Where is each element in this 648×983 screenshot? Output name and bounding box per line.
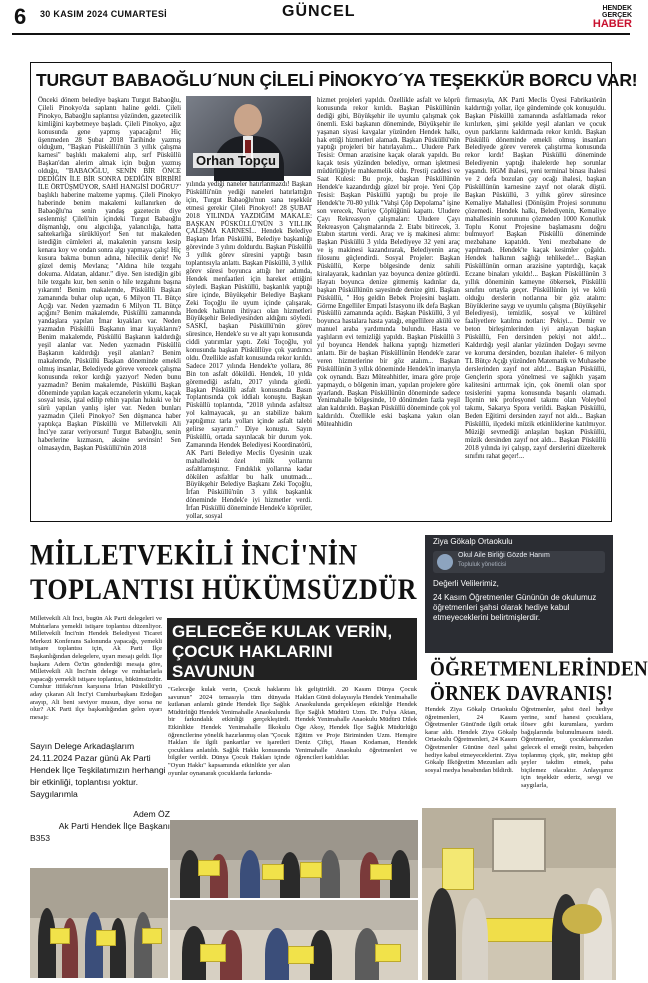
article1-headline: TURGUT BABAOĞLU´NUN ÇİLELİ PİNOKYO´YA TEŞEKKÜR BORCU VAR!: [36, 70, 638, 90]
article1-column-4: firmasıyla, AK Parti Meclis Üyesi Fabrikatörün kaldırttığı yollar, ilçe gündeminde çok konuşuldu. Başkan Püsküllü zamanında asfaltlamada rekor kırılırken, şimi şekilde yeşil alanları ve çocuk oyun parklarını kaldırmada rekor kırıldı. Başkan Püsküllü döneminde emekli olmuş insanları Belediyede görev vererek çalıştırma konusunda rekor kırdı! Başkan Püsküllü döneminde Belediyenin yaptığı ihalelerde hep sorunlar yaşandı. HGM ihalesi, yeni terminal binası ihalesi ve 2 defa bozulan çay ocağı ihalesi, başkan Püsküllünün karnesine zayıf not olarak düştü. Başkan Püsküllü, 3 yıllık görev süresince Kemaliye Mahallesi (Dönüşüm Projesi sorununu çözemedi. Hendek halkı, Belediyenin, Kemaliye mahallesinin sorununu çözmeden 1000 Konutluk Toplu Konut Projesine başlamasını doğru bulmuyor! Başkan Püsküllü döneminde mezbahane kapatıldı. Yeni mezbahane de yapılmadı. Hendek'te kaçak kesimler çoğaldı. Hendek halkının sağlığı tehlikede!... Başkan Püsküllünün orman arazisine yaptırdığı, kaçak Eczane binaları yıkıldı!... Başkan Püsküllünün 3 yıllık döneminin kameyne öbkersek, Püsküllü sınıfını ortayla geçer. Püsküllünün iyi ve kötü olduğu derslerin notlarına bir göz atalım: Büyüklerine saygı ve uyumlu çalışma (Büyükşehir Belediyesi), temizlik, sosyal ve kültürel faaliyetlere katılma notları: Pekiyi... Demir ve beton birleşimlerinden iyi anlayan başkan Püsküllü, Fen dersinden pekiyi not aldı!... Kaldırdığı yeşil alanlar yüzünden Doğayı sevme ve koruma dersinden, bozulan ihaleler- 6 milyon TL Bütçe Açığı yüzünden Matematik ve Muhasebe derslerinden zayıf not aldı!... Başkan Püsküllü, Gençlerin spora yönelmesi ve sağlıklı yaşam kalitesini arttırmak için, çok önemli olan spor tesislerini yapma konusunda başarılı olamadı. İlçenin tek profesyonel takımı olan Voleybol takımı, Sakarya Spora verildi. Başkan Püsküllü, Beden Eğitimi dersinden zayıf not aldı... Başkan Püsküllü, ilçedeki müzik etkinliklerine katılmıyor. Müziği sevmediği anlaşılan başkan Püsküllü, müzik dersinden zayıf not aldı... Başkan Püsküllü 2018 yılında iyi çalışıp, zayıf derslerini düzelterek sınıfını rahat geçer!...: [465, 97, 606, 460]
message-signature: [30, 808, 170, 844]
header-rule: [12, 33, 630, 35]
signature-name: Adem ÖZ: [133, 809, 170, 819]
section-title: GÜNCEL: [282, 3, 356, 20]
message-note: Sayın Delege Arkadaşlarım 24.11.2024 Pazar günü Ak Parti Hendek İlçe Teşkilatımızın herhangi bir etkinliği, toplantısı yoktur. Saygılarımla: [30, 741, 166, 799]
article3-column-2: lık geliştirildi. 20 Kasım Dünya Çocuk Hakları Günü dolayısıyla Hendek Yenimahalle Anaokulunda gerçekleşen etkinliğe Hendek İlçe Sağlık Müdürü Uzm. Dr. Fulya Aktan, Hendek Yenimahalle Anaokulu Müdürü Dilek Öge Akoy, Hendek İlçe Sağlık Müdürlüğü Eğitim ve Proje Biriminden Uzm. Hemşire Deniz Çiftçi, Hasan Kodaman, Hendek Yenimahalle Anaokulu öğretmenleri ve öğrencileri katıldılar.: [295, 686, 417, 762]
post-sender-name: Okul Aile Birliği Gözde Hanım: [458, 552, 550, 559]
signature-title: Ak Parti Hendek İlçe Başkanı: [58, 821, 170, 831]
post-message: 24 Kasım Öğretmenler Gününün de okulumuz öğretmenleri şahsi olarak hediye kabul etmeyeceklerini belirtmişlerdir.: [433, 593, 597, 622]
post-group-title: Ziya Gökalp Ortaokulu: [433, 537, 513, 546]
article2-headline: [30, 538, 417, 607]
article4-column-2: Öğretmenler, şahsi özel hediye yerine, sınıf hanesi çocuklara, ilösev gibi kurumlara, yardım bağışlarında bulunulmasını istedi. Öğretmenler, çocuklarımızdan gelecek el emeği resim, bahçeden toplanmış çiçek, şiir, mektup gibi şeyler takdim etmek, paha biçilemez olacaktır. Anlayışınız için teşekkür ederiz, sevgi ve saygılarla,: [521, 706, 613, 789]
logo-line1: HENDEK GERÇEK: [602, 5, 632, 19]
post-sender-card: [433, 551, 605, 573]
article1-column-2: yılında yediği naneler hatırlanmazdı! Başkan Püsküllü'nün yediği naneleri hatırlattığın için, Turgut Babaoğlu'nun sana teşekkür etmesi gerekir Çileli Pinokyo!! 28 ŞUBAT 2018 YILINDA YAZDIĞIM MAKALE: BAŞKAN PÜSKÜLLÜ'NÜN 3 YILLIK ÇALIŞMA KARNESİ... Hendek Belediye Başkanı İrfan Püsküllü, Belediye başkanlığı görevinde 3 yılını doldurdu. Başkan Püsküllü 3 yıllık görev süresini yaptığı basın toplantısıyla anlattı. Başkan Püsküllü, 3 yıllık görev süresi boyunca attığı her adımda, Hendek menfaatleri için hareket ettiğini söyledi. Başkan Püsküllü, başkanlık yaptığı süre içinde, Büyükşehir Belediye Başkanı Zeki Toçoğlu ile uyum içinde çalışarak, Hendek halkının ihtiyacı olan hizmetleri Büyükşehir Belediyesinden aldığını söyledi. SASKİ, başkan Püsküllü'nün görev süresince, Hendek'e su ve alt yapı konusunda ciddi yatırımlar yaptı. Zeki Toçoğlu, yol konusunda başkan Püsküllüye çok yardımcı oldu. Özellikle asfalt konusunda rekor kırıldı. Sadece 2017 yılında Hendek'te yollara, 86 Bin ton asfalt döküldü. Hendek, 10 yılda göremediği asfaltı, 2017 yılında gördü. Başkan Püsküllü asfalt konusunda Basın Toplantısında çok iddialı konuştu. Başkan Püsküllü toplantıda, "2018 yılında asfaltsız yol kalmayacak, şu an stabilize bakım yaptığımız tarla yolları içinde asfalt talebi gelirse sayarım." Diye konuştu. Sayın Püsküllü, ortada sayınlacak bir durum yok. Zamanında Hendek Belediyesi Koordinatörü, AK Parti Belediye Meclis Üyesinin uzak mahalledeki özel mülk yollarını asfaltlamıştınız. Fındıklık yollarına kadar dökülen asfaltlar bu halk unutmadı... Büyükşehir Belediye Başkanı Zeki Toçoğlu, İrfan Püsküllü'nün 3 yıllık başkanlık döneminde Hendek'e iyi hizmetler verdi. İrfan Püsküllü döneminde Hendek'e köprüler, yollar, sosyal: [186, 181, 312, 521]
article4-column-1: Hendek Ziya Gökalp Ortaokulu öğretmenleri, 24 Kasım Öğretmenler Günü'nde ilgili ortak karar aldı. Hendek Ziya Gökalp Ortaokulu Öğretmenleri, 24 Kasım Öğretmenler Gününe özel şahsi hediye kabul etmeyeceklerini. Ziya Gökalp İlköğretim Mezunları adlı sosyal medya hesabından bildirdi.: [425, 706, 517, 774]
event-photo-left: [30, 868, 168, 978]
article2-body: Milletvekili Ali İnci, bugün Ak Parti delegeleri ve Muhtarlara yemekli istişare toplantısı düzenliyor. Milletvekili İnci'nin Hendek Belediyesi Ticaret Merkezi Konferans Salonunda yapacağı, yemekli istişare toplantısı için, Ak Parti İlçe Başkanlığından delegelere, uyarı mesajı geldi. İlçe başkanı Adem Öz'ün gönderdiği mesaja göre, Milletvekili Ali İnci'nin delege ve muhtarlarla yapacağı yemekli istişare toplantısı, hükümsüzdür. Cumhur ittifakı'nın karşısına İrfan Püsküllü'yü aday çıkaran Ali İnci'yi Cumhurbaşkanı Erdoğan arayıp, Ali beni seviyor musun, diye sorsa ne olur? AK Parti ilçe başkanlığından gelen uyarı mesajı:: [30, 615, 162, 721]
event-photo-top: [170, 820, 418, 898]
logo-line2: HABER: [592, 18, 632, 30]
classroom-photo: [422, 808, 616, 980]
article3-headline: GELECEĞE KULAK VERİN, ÇOCUK HAKLARINI SAVUNUN: [172, 622, 393, 681]
avatar: [437, 554, 453, 570]
article3-column-1: "Geleceğe kulak verin, Çocuk haklarını savunun" 2024 temasıyla tüm dünyada kutlanan anlamlı günde Hendek İlçe Sağlık Müdürlüğü Hendek Yenimahalle Anaokulunda bir farkındalık etkinliği gerçekleştirdi. Etkinlikte Hendek Yenimahalle İlkokulu öğrencilerine yönelik hazırlanmış olan "Çocuk Hakları ile ilgili pankartlar ve işaretleri çocuklara anlatıldı. Sağlık Hakkı konusunda bilgiler verildi. Dünya Çocuk Hakları içinde "Oyun Hakkı" kapsamında etkinlikte yer alan oyunlar oynanarak çocuklarda farkında-: [168, 686, 290, 777]
event-photo-bottom: [170, 900, 418, 980]
signature-code: B353: [30, 833, 51, 843]
article4-headline: ÖĞRETMENLERİNDEN ÖRNEK DAVRANIŞ!: [430, 658, 648, 706]
post-greeting: Değerli Velilerimiz,: [433, 579, 499, 588]
post-sender-role: Topluluk yöneticisi: [458, 562, 507, 568]
article1-column-1: Önceki dönem belediye başkanı Turgut Babaoğlu, Çileli Pinokyo'da saplantı haline geldi. Çileli Pinokyo, Babaoğlu saplantısı yüzünden, gazetecilik kimliğini kaybetmeye başladı. Çileli Pinokyo, ağız konusunda gene yapmış yapacağını! Hiç üşenmeden 28 Şubat 2018 Tarihinde yazmış olduğum, "Başkan Püsküllü'nün 3 yıllık çalışma karnesi" başlıklı makalemi alıp, sırf Püsküllü Başkan'dan alerim almak için buğun yazmış olduğu, "BABAOĞLU, SENİN BİR ÖNCE DEDİĞİN İLE BİR SONRA DEDİĞİN BİRBİRİ İLE ÖRTÜŞMÜYOR, SAHİ HANGİSİ DOĞRU?" başlıklı haberine malzeme yapmış. Çileli Pinokyo haberinde benim makalemi kullanırken de Babaoğlu'na senin yandaş gazetecin diye seslenmiş! Çileli'nin içindeki Turgut Babaoğlu düşmanlığı, onu algıcılığa, yalancılığa, hatta sahtekarlığa sürüklüyor! Sen tut makaleden istediğin cümleleri al, makalenin yarısını kesip kenara koy ve ondan sonra algı yapmaya çalış! Hiç kusura bakma bunun adına, hilecilik denir! Ne güzel demiş Mevlana; "Aldına hile tezgahı dokuma. Aldatan, aldanır." diye. Sen istediğin gibi hile tezgahı kur, ben senin o hile tezgahını başına yıkarım! Benim makalemde, Püsküllü Başkan zamanında buhar olup uçan, 6 Milyon TL Bütçe Açığı var. Neden yazmadın 6 Milyon TL Bütçe açığını? Benim makalemde, Püsküllü zamanında yandaşlara yapılan İmar kıyakları var. Neden yazmadın Püsküllü Başkanın imar kıyaklarını? Benim makalemde, Püsküllü Başkanın kaldırdığı yeşil alanlar var. Neden yazmadın Püsküllü Başkanın kaldırdığı yeşil alanları? Benim makalemde, Püsküllü Başkan döneminde emekli olmuş insanlar, Belediyede göreve verecek çalışma konusunda rekor kırdığı yazıyor! Neden bunu yazmadın? Benim makalemde, Püsküllü Başkan döneminde yapılan kaçak eczanelerin yıkımı, kaçak sosyal tesis, iştal edilip rehin yapılan hukuki ve bir sürü yapılan yanlış işler var. Neden bunları yazmadın Çileli Pinokyo? Sen düşmanca haber yaptıkça Başkan Püsküllü ve Milletvekili Ali İnci'ye zarar veriyorsun! Turgut Babaoğlu, senin haberlerine kızmasın, aksine sevinsin! Sen olmasaydın, Başkan Püsküllü'nün 2018: [38, 97, 181, 452]
author-byline: Orhan Topçu: [193, 153, 279, 168]
issue-date: 30 KASIM 2024 CUMARTESİ: [40, 9, 167, 19]
page-number: 6: [14, 4, 27, 29]
social-media-post: [425, 535, 613, 653]
article2-headline-line1: MİLLETVEKİLİ İNCİ'NİN: [30, 538, 358, 572]
article1-column-3: hizmet projeleri yapıldı. Özellikle asfalt ve köprü konusunda rekor kırıldı. Başkan Püsküllünün dediği gibi, Büyükşehir ile uyumlu çalışmak çok önemli. Eski başkanın döneminde, Büyükşehir ile yaşanan siyasi kavgalar yüzünden Hendek halkı, hak ettiği hizmetleri alamadı. Başkan Püsküllü'nün yaptığı projeleri bir hatırlayalım... Uludere Park Tesisi: Orman arazisine kaçak olarak yapıldı. Bu kaçak tesis yüzünden belediye, orman işletmesi müdürlüğüyle mahkemelik oldu. Prestij caddesi ve Saat Kulesi: Bu proje, başkan Püsküllünün Hendek'e kazandırdığı güzel bir proje. Yeni Çöp Tesisi: Başkan Püsküllü yaptığı bu proje ile Hendek'te 70-80 yıllık "Vahşi Çöp Depolama" işine son verecek, Nuriye Çöplüğünü kapattı. Uludere Çayı Rekreasyon çalışmaları: Uludere Çayı Rekreasyon Çalışmalarında 2. Etabı bitirecek, 3. Etabın startını verdi. Araç ve iş makinesi alımı: Başkan Püsküllü 3 yılda Belediyeye 32 yeni araç ve iş makinesi kazandırarak, Belediyenin araç filosunu güçlendirdi. Sosyal Projeler: Başkan Püsküllü, Kerpe bölgesinde deniz sahili kiralayarak, kadınları yaz boyunca denize götürdü. Hayatı boyunca denize gitmemiş kadınlar da, başkan Püsküllünün sayesinde denize gitti. Başkan Püsküllü, " Hoş geldin Bebek Projesini başlattı. Görme Engelliler Empati İstasyonu ilk defa Başkan Püsküllü zamanında açıldı. Başkan Püsküllü, 3 yıl boyunca hastalara hasta yatağı, engellilere akülü ve manuel araba yardımında bulundu. Hasta ve yaşlıların evi temizliği yapıldı. Başkan Püsküllü 3 yıl boyunca Hendek halkına yaptığı hizmetleri anlattı. Bir de başkan Püsküllünün Hendek'e zarar veren hizmetlerine bir göz atalım... Başkan Püsküllünün 3 yıllık döneminde Hendek'in imarıyla çok oynandı. Bazı Müteahhitler, imara göre proje yapmaydı, o bölgenin imarı, yapılan projelere göre ayarlandı. Başkan Püsküllünün döneminde sadece Yenimahalle bölgesinde, 10 dönümden fazla yeşil alan kaldırıldı. Başkan Püsküllü döneminde çok yol kaldırıldı. Özellikle eski başkana yakın olan Müteahhidin: [317, 97, 460, 429]
publication-logo: [576, 5, 632, 30]
article2-headline-line2: TOPLANTISI HÜKÜMSÜZDÜR: [30, 572, 417, 606]
